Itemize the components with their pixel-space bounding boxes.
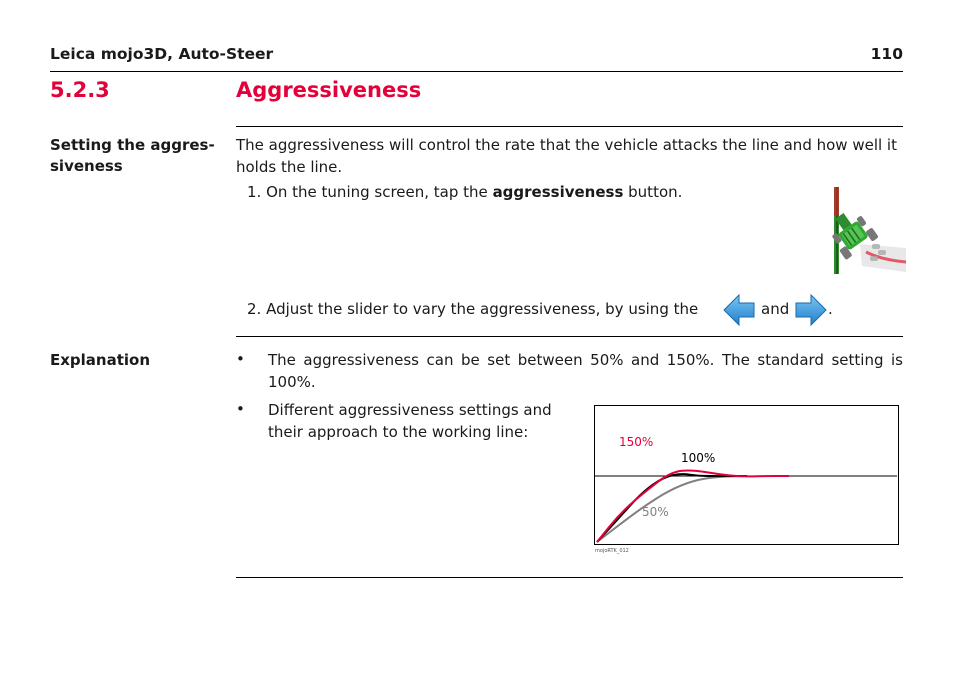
bullet-text-1: The aggressiveness can be set between 50% and 150%. The standard setting is 100%. xyxy=(268,351,903,391)
step-2 xyxy=(247,298,698,320)
step-1-suffix: button. xyxy=(623,183,683,201)
chart-plot-area xyxy=(595,406,897,543)
step-2-end: . xyxy=(828,300,833,318)
step-1-prefix: 1. On the tuning screen, tap the xyxy=(247,183,493,201)
side-heading-setting: Setting the aggres-siveness xyxy=(50,136,215,175)
aggressiveness-chart xyxy=(594,405,899,545)
bullet-marker-1: • xyxy=(236,350,245,368)
chart-caption: mojoRTK_012 xyxy=(595,548,629,554)
section-rule-middle xyxy=(236,336,903,337)
section-rule-top xyxy=(236,126,903,127)
bullet-marker-2: • xyxy=(236,400,245,418)
arrow-left-icon[interactable] xyxy=(723,294,755,326)
step-1-bold: aggressiveness xyxy=(492,183,624,201)
series-line-50 xyxy=(597,476,747,542)
series-label-100: 100% xyxy=(681,451,716,465)
series-line-100 xyxy=(597,474,747,542)
header-rule xyxy=(50,71,903,72)
header-title: Leica mojo3D, Auto-Steer xyxy=(50,45,274,63)
side-heading-explanation: Explanation xyxy=(50,351,151,369)
arrow-right-icon[interactable] xyxy=(795,294,827,326)
step-2-and: and xyxy=(761,300,790,318)
step-2-prefix: 2. Adjust the slider to vary the aggressiveness, by using the xyxy=(247,300,699,318)
section-title: Aggressiveness xyxy=(236,78,422,102)
bullet-text-2: Different aggressiveness settings and their approach to the working line: xyxy=(268,401,552,441)
series-label-150: 150% xyxy=(619,435,654,449)
series-label-50: 50% xyxy=(642,505,669,519)
setting-intro: The aggressiveness will control the rate that the vehicle attacks the line and how well it holds the line. xyxy=(236,136,897,176)
tractor-steering-icon[interactable] xyxy=(832,186,906,276)
section-number: 5.2.3 xyxy=(50,78,110,102)
page-number: 110 xyxy=(870,45,903,63)
step-1 xyxy=(247,181,817,203)
section-rule-bottom xyxy=(236,577,903,578)
